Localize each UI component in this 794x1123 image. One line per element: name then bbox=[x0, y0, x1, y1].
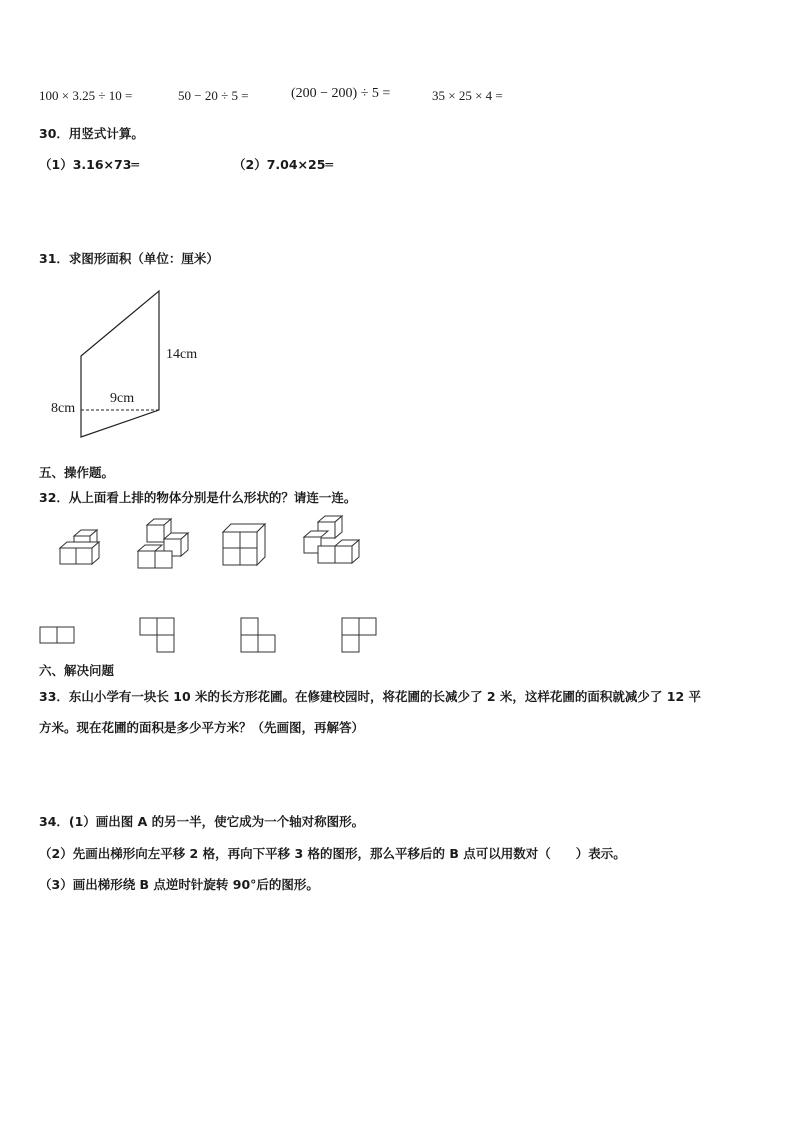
calc-2: 50 − 20 ÷ 5 = bbox=[178, 88, 249, 103]
q34-part1: 34．(1）画出图 A 的另一半，使它成为一个轴对称图形。 bbox=[39, 814, 365, 829]
q30-title: 30．用竖式计算。 bbox=[39, 126, 144, 141]
calc-3: (200 − 200) ÷ 5 = bbox=[291, 86, 391, 101]
q30-part2: （2）7.04×25═ bbox=[233, 157, 333, 172]
calc-4: 35 × 25 × 4 = bbox=[432, 88, 503, 103]
label-9cm: 9cm bbox=[110, 391, 135, 406]
q34-part2: （2）先画出梯形向左平移 2 格，再向下平移 3 格的图形，那么平移后的 B 点可以用数对（ ）表示。 bbox=[39, 846, 626, 861]
q31-title: 31．求图形面积（单位：厘米） bbox=[39, 251, 219, 266]
q33-line2: 方米。现在花圃的面积是多少平方米？（先画图，再解答） bbox=[39, 720, 365, 735]
q30-part1: （1）3.16×73═ bbox=[39, 157, 139, 172]
label-14cm: 14cm bbox=[166, 347, 198, 362]
label-8cm: 8cm bbox=[51, 401, 76, 416]
q34-part3: （3）画出梯形绕 B 点逆时针旋转 90°后的图形。 bbox=[39, 877, 319, 892]
section-5-heading: 五、操作题。 bbox=[39, 465, 115, 480]
q33-line1: 33．东山小学有一块长 10 米的长方形花圃。在修建校园时，将花圃的长减少了 2 米，这样花圃的面积就减少了 12 平 bbox=[39, 689, 701, 704]
q32-title: 32．从上面看上排的物体分别是什么形状的？请连一连。 bbox=[39, 490, 357, 505]
calc-1: 100 × 3.25 ÷ 10 = bbox=[39, 88, 133, 103]
section-6-heading: 六、解决问题 bbox=[39, 663, 115, 678]
